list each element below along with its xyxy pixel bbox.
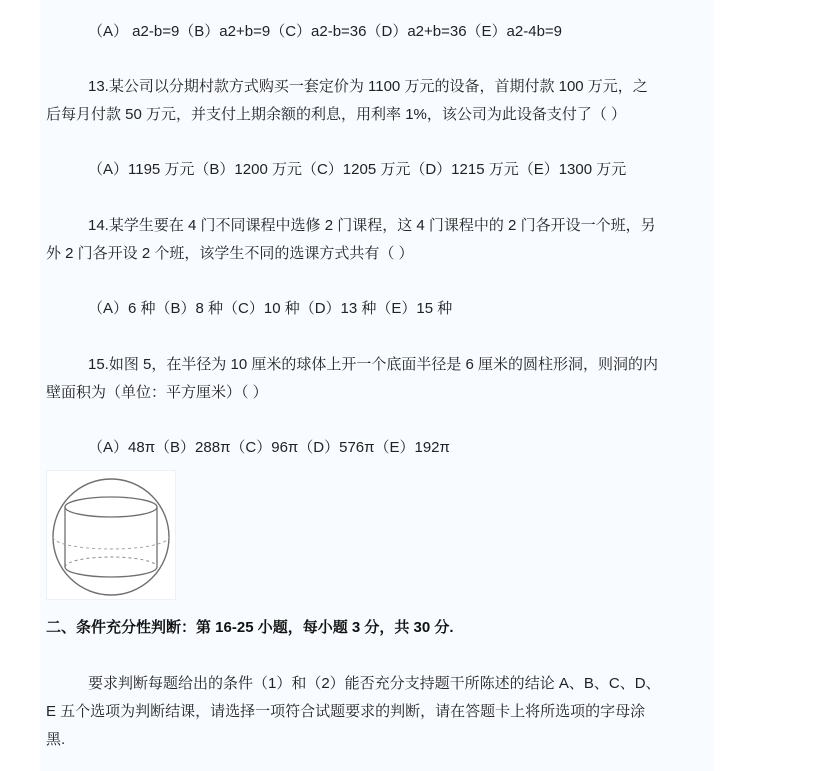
q15-options: （A）48π（B）288π（C）96π（D）576π（E）192π — [88, 439, 450, 456]
cylinder-bottom-front-arc — [65, 567, 157, 577]
sphere-with-cylinder-hole-drawing — [47, 471, 175, 599]
cylinder-bottom-back-arc — [65, 557, 157, 567]
q13-text-line-1: 13.某公司以分期村款方式购买一套定价为 1100 万元的设备，首期付款 100 万元，之 — [88, 78, 648, 95]
q15-text-line-1: 15.如图 5，在半径为 10 厘米的球体上开一个底面半径是 6 厘米的圆柱形洞，则洞的内 — [88, 356, 659, 373]
q13-options: （A）1195 万元（B）1200 万元（C）1205 万元（D）1215 万元（E）1300 万元 — [88, 161, 627, 178]
q14-text-line-2: 外 2 门各开设 2 个班，该学生不同的选课方式共有（ ） — [46, 245, 414, 262]
cylinder-top-ellipse — [65, 497, 157, 517]
q14-options: （A）6 种（B）8 种（C）10 种（D）13 种（E）15 种 — [88, 300, 453, 317]
q15-text-line-2: 壁面积为（单位：平方厘米）（ ） — [46, 384, 268, 401]
section-intro-line-1: 要求判断每题给出的条件（1）和（2）能否充分支持题干所陈述的结论 A、B、C、D、 — [88, 675, 661, 692]
q12-options: （A） a2-b=9（B）a2+b=9（C）a2-b=36（D）a2+b=36（E）a2-4b=9 — [88, 23, 563, 40]
section-intro-line-2: E 五个选项为判断结课，请选择一项符合试题要求的判断，请在答题卡上将所选项的字母涂 — [46, 703, 646, 720]
section-intro-line-3: 黑. — [46, 731, 66, 748]
q14-text-line-1: 14.某学生要在 4 门不同课程中选修 2 门课程，这 4 门课程中的 2 门各开设一个班，另 — [88, 217, 656, 234]
section-heading: 二、条件充分性判断：第 16-25 小题，每小题 3 分，共 30 分. — [46, 619, 454, 636]
document-body — [40, 0, 714, 771]
sphere-cylinder-figure — [46, 470, 176, 600]
sphere-equator-arc — [53, 537, 169, 549]
q13-text-line-2: 后每月付款 50 万元，并支付上期余额的利息，用利率 1%，该公司为此设备支付了（ ） — [46, 106, 627, 123]
